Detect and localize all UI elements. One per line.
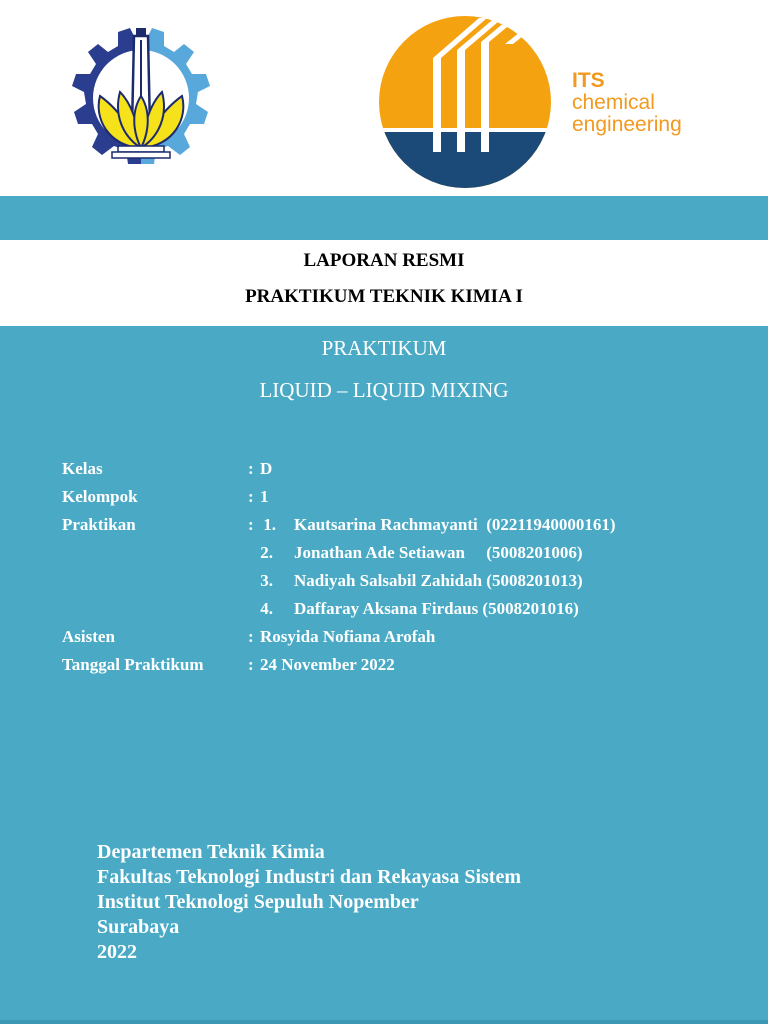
title-box (0, 240, 768, 326)
logo-text-engineering: engineering (572, 113, 682, 136)
praktikan-number: 4. (260, 599, 273, 618)
colon: : (248, 487, 254, 506)
city-name: Surabaya (97, 916, 180, 938)
course-title: PRAKTIKUM TEKNIK KIMIA I (245, 286, 523, 307)
its-emblem-icon (48, 18, 234, 168)
praktikan-number: 1. (263, 515, 276, 534)
top-color-band (0, 196, 768, 240)
tanggal-value: 24 November 2022 (260, 655, 395, 674)
its-logo-text (572, 70, 682, 136)
logo-text-its: ITS (572, 69, 605, 92)
colon: : (248, 515, 254, 534)
tanggal-label: Tanggal Praktikum (62, 655, 204, 674)
bottom-border (0, 1020, 768, 1024)
praktikan-name: Nadiyah Salsabil Zahidah (5008201013) (294, 571, 583, 590)
logo-text-chemical: chemical (572, 91, 655, 114)
colon: : (248, 627, 254, 646)
main-panel (0, 326, 768, 1024)
kelompok-label: Kelompok (62, 487, 138, 506)
asisten-label: Asisten (62, 627, 115, 646)
its-chemical-logo-icon (375, 14, 567, 190)
institution-footer (97, 840, 521, 965)
institute-name: Institut Teknologi Sepuluh Nopember (97, 891, 419, 913)
kelas-value: D (260, 459, 273, 478)
praktikan-name: Daffaray Aksana Firdaus (5008201016) (294, 599, 579, 618)
colon: : (248, 459, 254, 478)
practicum-topic: LIQUID – LIQUID MIXING (259, 378, 509, 402)
kelompok-value: 1 (260, 487, 269, 506)
practicum-label: PRAKTIKUM (321, 336, 447, 360)
colon: : (248, 655, 254, 674)
praktikan-number: 3. (260, 571, 273, 590)
praktikan-name: Kautsarina Rachmayanti (02211940000161) (294, 515, 616, 534)
header (0, 0, 768, 196)
faculty-name: Fakultas Teknologi Industri dan Rekayasa Sistem (97, 866, 522, 888)
praktikan-name: Jonathan Ade Setiawan (5008201006) (294, 543, 583, 562)
department-name: Departemen Teknik Kimia (97, 841, 325, 863)
report-title: LAPORAN RESMI (303, 250, 465, 271)
kelas-label: Kelas (62, 459, 103, 478)
praktikan-number: 2. (260, 543, 273, 562)
year: 2022 (97, 941, 137, 963)
asisten-value: Rosyida Nofiana Arofah (260, 627, 436, 646)
praktikan-label: Praktikan (62, 515, 136, 534)
